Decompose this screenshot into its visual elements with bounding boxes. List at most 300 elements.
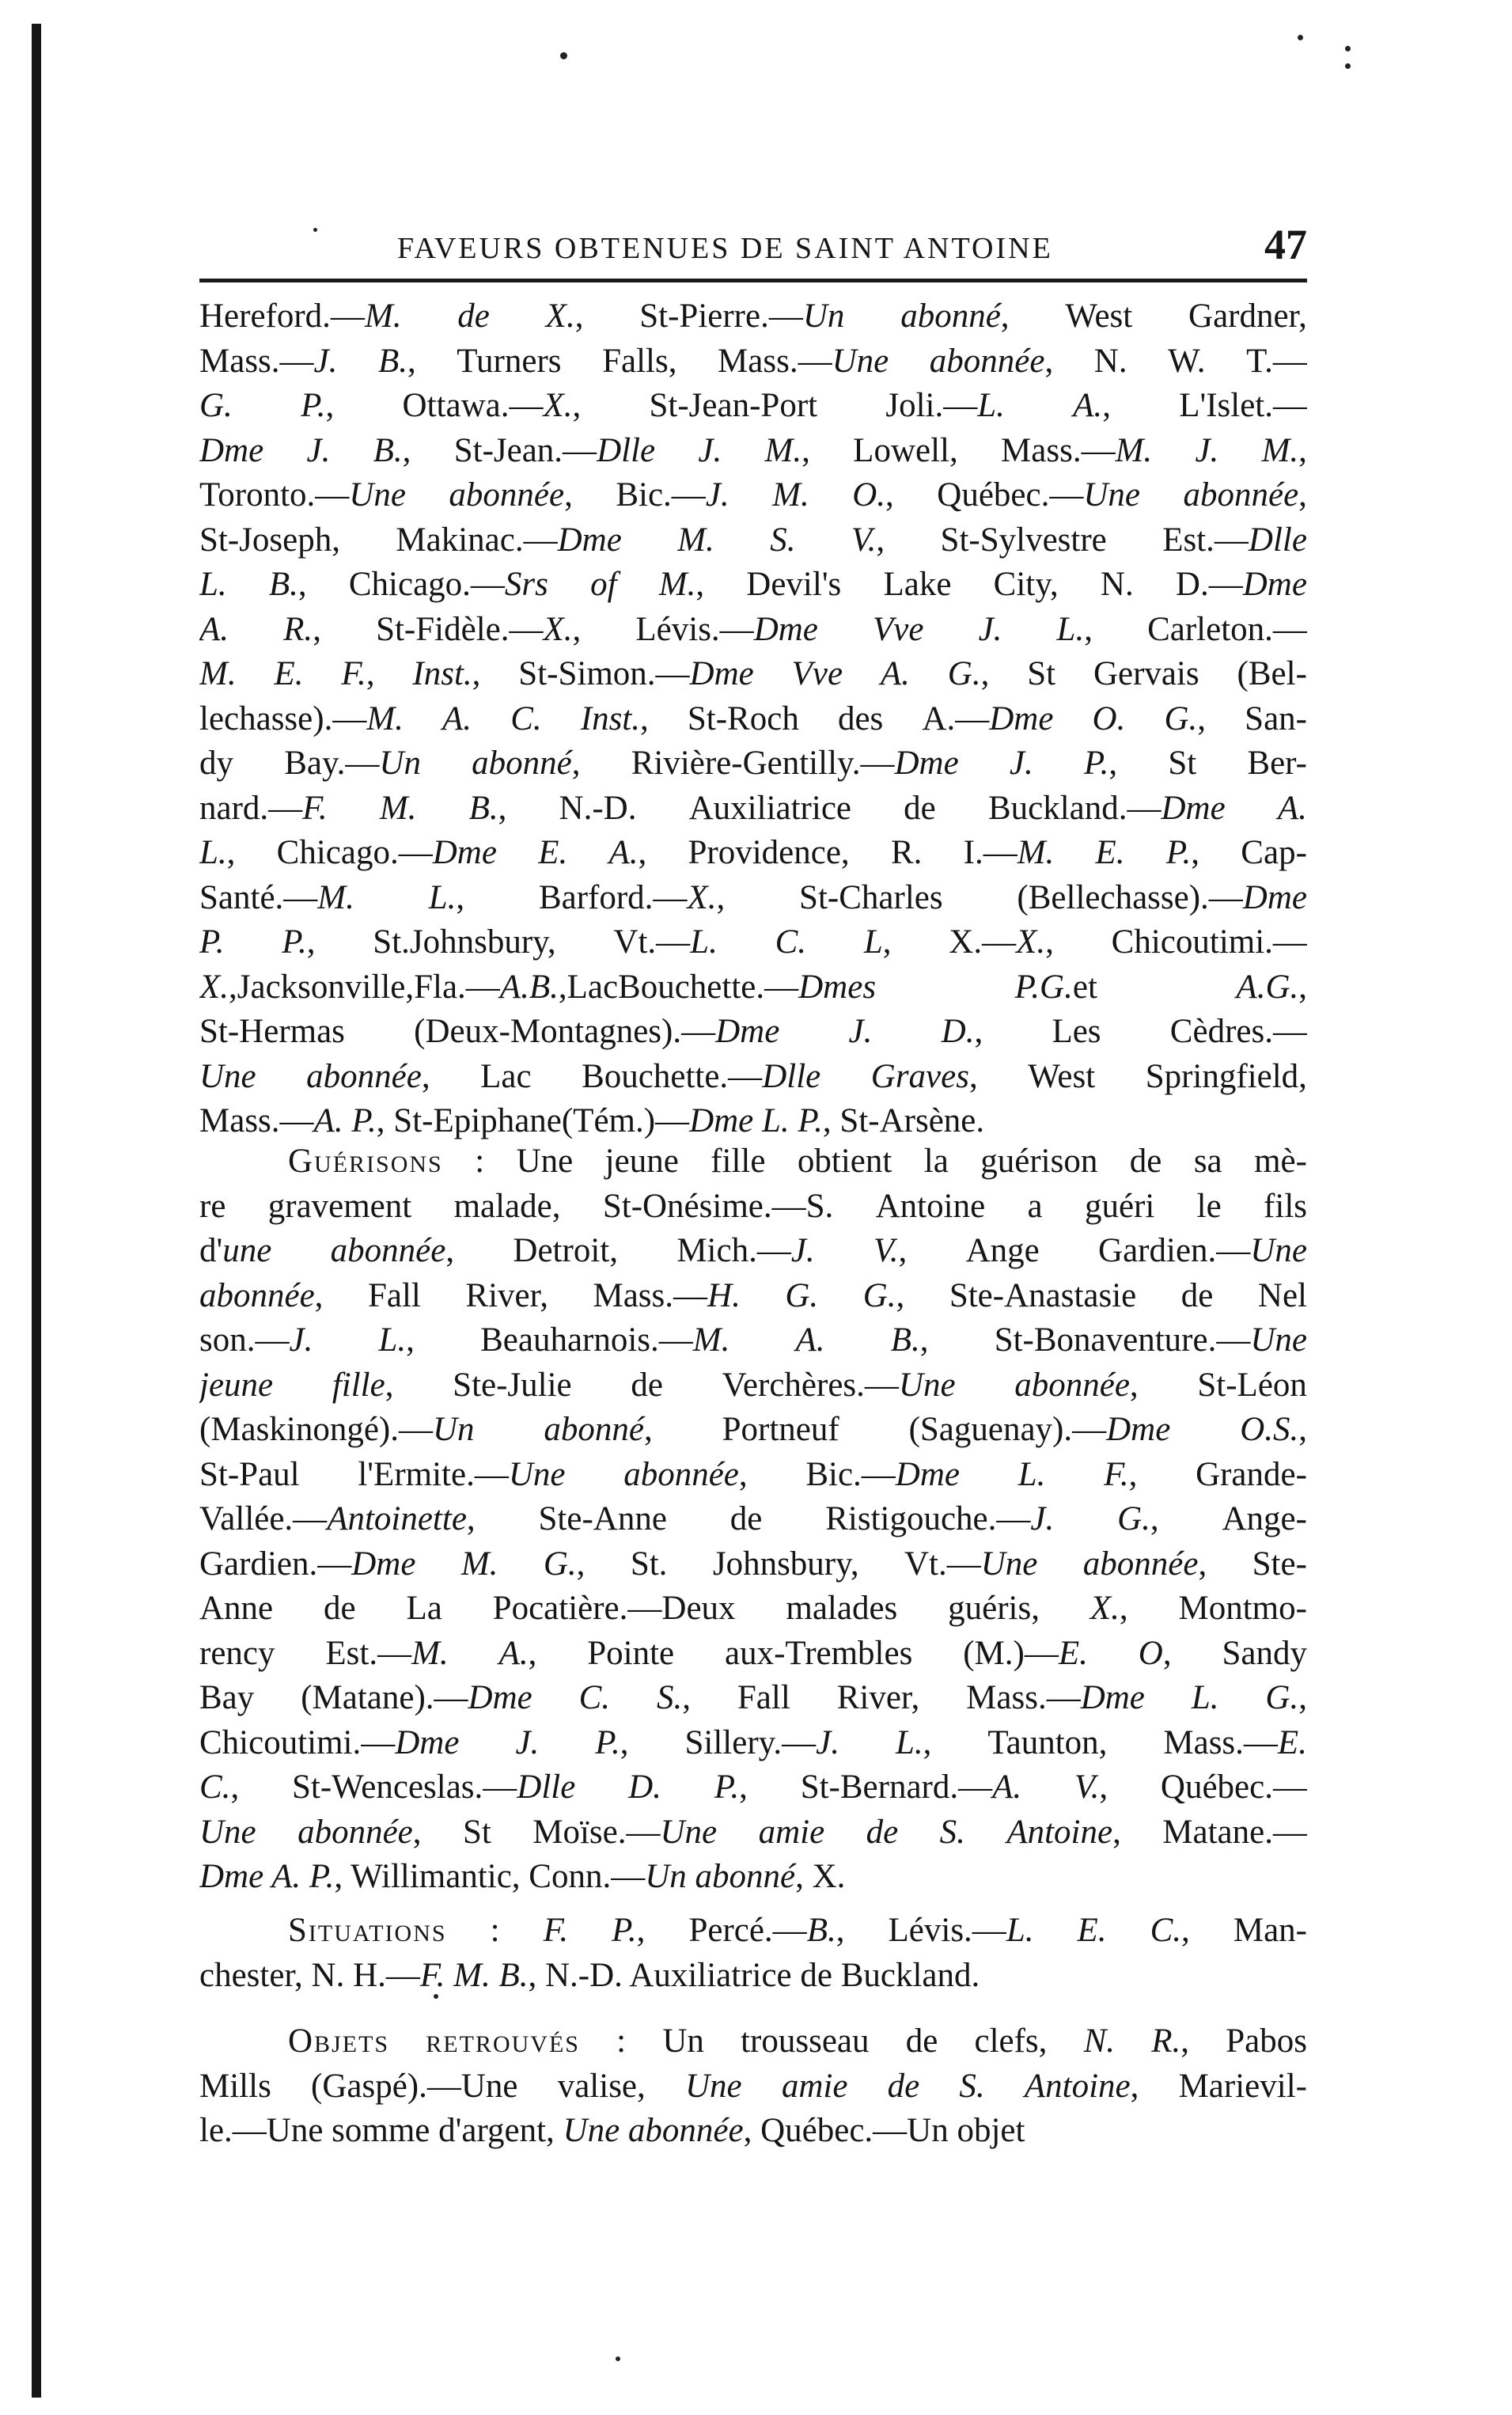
word: Gervais [1093,655,1199,692]
word: Ange- [1222,1500,1307,1537]
word: : [616,2023,627,2060]
word: P., [1165,834,1200,871]
word: de [729,1500,763,1537]
word: Springfield, [1145,1057,1307,1095]
text-line [199,1229,1307,1274]
word: Bouchette.—Dlle [582,1057,821,1095]
text-line [199,876,1307,921]
text-line [199,2064,1307,2110]
text-line [199,1587,1307,1632]
word: J. [515,1723,540,1761]
word: Montmo- [1178,1590,1307,1627]
word: Pointe [587,1634,675,1672]
word: Cèdres.— [1169,1013,1307,1050]
paragraph-guerisons [199,1139,1307,1900]
word: Mass.—J. [199,342,338,380]
word: abonné, [544,1411,653,1448]
word: Objets [288,2023,390,2060]
word: L. [199,566,227,603]
word: J. [306,431,331,469]
word: lechasse).—M. [199,699,404,737]
word: Carleton.— [1147,610,1307,648]
word: Inst., [412,655,481,692]
scan-speck [1345,46,1351,51]
word: valise, [557,2067,646,2105]
word: A. [795,1321,825,1359]
word: Un [662,2023,704,2060]
word: J. [698,431,722,469]
text-line [199,518,1307,563]
word: amie [781,2067,848,2105]
word: abonné, [900,298,1010,335]
word: St-Sylvestre [940,521,1107,559]
text-segment: le.—Une somme d'argent, [199,2112,563,2149]
word: N.-D. [559,789,637,827]
word: St-Paul [199,1455,300,1493]
word: de [905,2023,938,2060]
word: West [1028,1057,1096,1095]
word: L, [863,923,892,961]
word: d'une [199,1232,272,1269]
text-line [199,965,1307,1010]
word: R., [283,610,321,648]
text-line [199,1055,1307,1100]
text-line [199,1810,1307,1856]
text-line [199,1099,1307,1144]
word: M., [658,566,705,603]
word: (Matane).—Dme [301,1679,532,1716]
word: Verchères.—Une [722,1366,956,1404]
word: de [904,789,936,827]
word: L., [199,834,236,871]
text-line [199,384,1307,429]
word: G., [1164,699,1207,737]
word: J. [1195,431,1219,469]
word: Beauharnois.—M. [480,1321,730,1359]
word: l'Ermite.—Une [358,1455,566,1493]
word: Graves, [870,1057,978,1095]
word: Mills [199,2067,271,2105]
word: Taunton, [987,1723,1108,1761]
word: (Gaspé).—Une [311,2067,518,2105]
scan-speck [1298,35,1303,40]
word: la [923,1143,949,1180]
word: retrouvés [426,2023,580,2060]
word: : [475,1143,485,1180]
word: guéri [1084,1187,1155,1225]
word: St. [630,1545,668,1583]
word: Mich.—J. [676,1232,815,1269]
word: St-Wenceslas.—Dlle [291,1769,576,1806]
word: P., [282,923,316,961]
word: Vt.—Une [904,1545,1038,1583]
word: mè- [1254,1143,1307,1180]
word: J. [848,1013,873,1050]
word: Québec.—Une [937,476,1140,514]
text-line [199,1453,1307,1498]
text-line [199,608,1307,653]
word: M. [677,521,714,559]
text-line [199,1632,1307,1677]
text-line [199,563,1307,608]
word: S. [939,1813,965,1851]
word: C., [1150,1912,1190,1949]
word: Chicoutimi.—Dme [199,1723,460,1761]
word: Percé.—B., [688,1912,845,1949]
word: O.S., [1240,1411,1307,1448]
word: Fall [367,1276,421,1314]
word: L'Islet.— [1179,387,1307,424]
text-line [199,652,1307,697]
word: L., [1056,610,1093,648]
word: abonnée, [449,476,573,514]
text-line [199,2019,1307,2064]
word: Toronto.—Une [199,476,406,514]
word: B., [373,431,411,469]
word: Antoine, [1024,2067,1139,2105]
word: Portneuf [722,1411,839,1448]
text-line [199,1765,1307,1810]
scan-speck [560,52,567,59]
word: River, [836,1679,920,1716]
word: Ristigouche.—J. [825,1500,1055,1537]
word: Bic.—J. [616,476,729,514]
text-line [199,2109,1307,2154]
word: Ange [965,1232,1040,1269]
word: A.G., [1236,968,1307,1006]
word: Est.—Dlle [1162,521,1307,559]
word: Moïse.—Une [532,1813,718,1851]
word: abonné, [472,745,581,782]
word: Antoine [875,1187,986,1225]
word: A. [1277,789,1307,827]
word: G. [785,1276,819,1314]
word: Devil's [746,566,842,603]
word: (Bel- [1237,655,1307,692]
word: (Maskinongé).—Un [199,1411,475,1448]
word: (M.)—E. [963,1634,1088,1672]
word: V., [851,521,885,559]
word: E. [1077,1912,1107,1949]
paragraph-situations [199,1909,1307,1998]
text-segment: F. M. B. [419,1956,529,1994]
word: N. [1083,2023,1116,2060]
text-line [199,1721,1307,1766]
word: aux-Trembles [725,1634,913,1672]
word: Mass.—H. [593,1276,741,1314]
word: Grande- [1196,1455,1307,1493]
word: G., [862,1276,905,1314]
word: Sillery.—J. [684,1723,839,1761]
word: Chicago.—Dme [276,834,497,871]
word: dy [199,745,233,782]
word: L., [428,878,465,916]
word: St-Joseph, [199,521,340,559]
text-segment: chester, N. H.— [199,1956,420,1994]
word: L., [895,1723,932,1761]
word: St [462,1813,491,1851]
word: Inst., [580,699,649,737]
word: G. [199,387,233,424]
text-line [199,1855,1307,1900]
word: St-Jean.—Dlle [453,431,656,469]
word: fille [711,1143,766,1180]
word: Man- [1233,1912,1307,1949]
word: de [866,1813,899,1851]
text-line [199,920,1307,965]
word: Bay [199,1679,255,1716]
word: abonnée, [330,1232,455,1269]
word: St-Simon.—Dme [518,655,754,692]
word: St-Onésime.—S. [602,1187,834,1225]
scan-speck [1345,63,1351,69]
word: P., [301,387,335,424]
word: P., [612,1912,646,1949]
word: Une [516,1143,574,1180]
word: St-Bonaventure.—Une [994,1321,1307,1359]
word: P.G.et [1014,968,1097,1006]
word: G., [543,1545,585,1583]
word: Auxiliatrice [688,789,851,827]
word: de [631,1366,663,1404]
text-line [199,1542,1307,1587]
word: jeune [604,1143,679,1180]
word: Gardien.—Une [1098,1232,1307,1269]
word: C., [199,1769,240,1806]
word: jeune [199,1366,274,1404]
text-line [199,1954,1307,1999]
word: V., [1074,1769,1108,1806]
word: Est.—M. [325,1634,449,1672]
running-title: FAVEURS OBTENUES DE SAINT ANTOINE [397,232,1053,265]
word: L., [378,1321,415,1359]
word: Lévis.—L. [888,1912,1034,1949]
word: of [590,566,617,603]
text-segment: Dme A. P. [199,1858,335,1895]
word: St [1027,655,1056,692]
word: Barford.—X., [538,878,726,916]
word: Makinac.—Dme [396,521,622,559]
word: Buckland.—Dme [987,789,1226,827]
word: son.—J. [199,1321,313,1359]
word: N. [1093,342,1127,380]
word: O, [1138,1634,1172,1672]
text-segment: , X. [795,1858,846,1895]
word: Sandy [1222,1634,1307,1672]
word: Anne [199,1590,274,1627]
text-line [199,339,1307,385]
word: sa [1193,1143,1222,1180]
word: le [1196,1187,1222,1225]
word: R. [890,834,923,871]
word: E. [1095,834,1125,871]
word: S. [959,2067,985,2105]
paragraph-objets-retrouves [199,2019,1307,2154]
word: V., [873,1232,908,1269]
word: Falls, [602,342,677,380]
word: Les [1052,1013,1101,1050]
word: Bay.—Un [284,745,421,782]
text-segment: Mass.— [199,1102,314,1139]
word: West [1065,298,1133,335]
word: Matane.— [1162,1813,1307,1851]
text-line [199,741,1307,787]
word: P., [595,1723,629,1761]
word: nard.—F. [199,789,328,827]
word: trousseau [741,2023,870,2060]
word: St-Bernard.—A. [800,1769,1022,1806]
text-line [199,1909,1307,1954]
word: Mass.—Dme [966,1679,1145,1716]
word: A. [199,610,229,648]
word: A. [442,699,472,737]
text-line [199,429,1307,474]
word: G., [1117,1500,1159,1537]
word: Ste-Anastasie [949,1276,1137,1314]
word: River, [465,1276,548,1314]
word: St-Hermas [199,1013,345,1050]
text-line [199,1676,1307,1721]
word: L. [1017,1455,1046,1493]
word: W. [1168,342,1206,380]
word: Lévis.—Dme [635,610,818,648]
word: J. [978,610,1002,648]
word: Marievil- [1178,2067,1307,2105]
word: I.—M. [963,834,1055,871]
word: abonnée, [199,1276,324,1314]
word: Gardien.—Dme [199,1545,416,1583]
word: Une [199,1057,256,1095]
word: rency [199,1634,275,1672]
word: Une [684,2067,742,2105]
page-header [199,220,1307,275]
word: de [1180,1276,1214,1314]
text-segment: Dme L. P. [689,1102,823,1139]
word: fille, [332,1366,394,1404]
word: Vve [791,655,843,692]
word: fils [1264,1187,1307,1225]
word: Mass.—E. [1163,1723,1307,1761]
word: F., [1104,1455,1138,1493]
text-segment: Une abonnée [563,2112,744,2149]
word: A., [498,1634,537,1672]
text-line [199,1363,1307,1408]
word: Santé.—M. [199,878,354,916]
word: gravement [267,1187,412,1225]
word: La [406,1590,442,1627]
text-line [199,1318,1307,1363]
word: D. [628,1769,661,1806]
word: des [837,699,884,737]
word: P., [1083,745,1118,782]
word: Vve [873,610,924,648]
word: M., [764,431,810,469]
word: de [457,298,490,335]
word: Nel [1257,1276,1307,1314]
text-line [199,787,1307,832]
word: Ste-Anne [538,1500,667,1537]
word: abonnée, [929,342,1054,380]
word: abonnée, [1082,1545,1207,1583]
word: E. [538,834,568,871]
word: St-Roch [687,699,799,737]
word: Dme [199,431,264,469]
word: M., [1261,431,1307,469]
word: X.—X., [949,923,1054,961]
word: P. [199,923,225,961]
word: Situations [288,1912,447,1949]
word: Providence, [688,834,850,871]
word: Antoine, [1006,1813,1121,1851]
text-line [199,294,1307,339]
word: M. [460,1545,498,1583]
scan-page-edge [32,24,41,2398]
word: C. [578,1679,611,1716]
word: Vallée.—Antoinette, [199,1500,476,1537]
word: Québec.— [1160,1769,1307,1806]
word: (Saguenay).—Dme [908,1411,1171,1448]
word: M. [772,476,809,514]
text-line [199,1139,1307,1185]
word: M. [379,789,417,827]
word: X., [1089,1590,1128,1627]
word: C. [775,923,807,961]
word: Guérisons [288,1143,443,1180]
word: St-Fidèle.—X., [376,610,582,648]
word: M. [199,655,237,692]
word: St-Charles [799,878,943,916]
word: abonnée, [1183,476,1307,514]
text-line [199,1274,1307,1319]
word: Gardner, [1188,298,1307,335]
text-segment: A. P. [313,1102,377,1139]
word: A., [1073,387,1111,424]
word: Joli.—L. [885,387,1005,424]
page-number: 47 [1264,221,1307,268]
word: Mass.—M. [1001,431,1153,469]
word: E. [274,655,304,692]
word: Mass.—Une [718,342,889,380]
word: Lac [480,1057,532,1095]
word: Ste-Julie [453,1366,572,1404]
word: San- [1245,699,1307,737]
word: Lowell, [853,431,958,469]
word: J. [1009,745,1033,782]
word: St-Pierre.—Un [639,298,845,335]
word: City, [993,566,1059,603]
word: A., [608,834,647,871]
word: obtient [797,1143,892,1180]
text-line [199,1497,1307,1542]
word: Pocatière.—Deux [492,1590,736,1627]
word: (Deux-Montagnes).—Dme [414,1013,780,1050]
word: S. [770,521,796,559]
word: B., [268,566,307,603]
word: Lake [883,566,952,603]
word: St [1168,745,1197,782]
word: A.—Dme [922,699,1054,737]
word: Turners [457,342,562,380]
word: D., [941,1013,983,1050]
word: guéris, [948,1590,1040,1627]
word: B., [890,1321,929,1359]
word: St.Johnsbury, [373,923,556,961]
word: A. [880,655,910,692]
text-segment: , Québec.—Un objet [743,2112,1025,2149]
word: T.— [1246,342,1307,380]
word: X.,Jacksonville,Fla.—A.B.,LacBouchette.—Dmes [199,968,877,1006]
word: guérison [980,1143,1098,1180]
